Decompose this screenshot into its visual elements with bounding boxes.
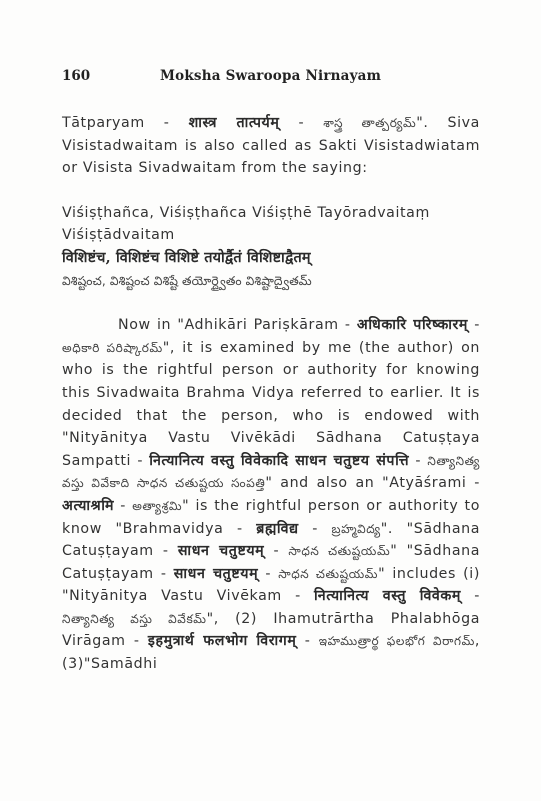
- devanagari-run: साधन चतुष्टयम्: [173, 565, 259, 582]
- text-run: " is the rightful person or authority to know "Brahmavidya -: [62, 497, 480, 537]
- text-run: -: [468, 317, 480, 334]
- text-run: ", (2) Ihamutrārtha Phalabhōga Virāgam -: [62, 610, 480, 650]
- devanagari-run: ब्रह्मविद्य: [256, 520, 299, 537]
- telugu-run: అధికారి పరిష్కారమ్: [62, 340, 163, 355]
- devanagari-run: अत्याश्रमि: [62, 497, 115, 514]
- text-run: " includes (i) "Nityānitya Vastu Vivēkam -: [62, 565, 480, 605]
- text-run: ". Siva Visistadwaitam is also called as Sakti Visistadwiatam or Visista Sivadwaitam from the saying:: [62, 115, 480, 177]
- spacer: [62, 292, 480, 314]
- verse-roman-line-1: Viśiṣṭhañca, Viśiṣṭhañca Viśiṣṭhē Tayōradvaitaṃ: [62, 204, 430, 221]
- running-header: [62, 68, 479, 88]
- text-run: -: [296, 633, 319, 650]
- paragraph-adhikari: [62, 314, 480, 676]
- text-run: -: [264, 543, 289, 560]
- text-run: -: [409, 452, 428, 469]
- text-run: -: [258, 565, 279, 582]
- page-number: 160: [62, 68, 91, 84]
- text-run: -: [114, 497, 133, 514]
- paragraph-tatparyam: [62, 112, 480, 180]
- text-run: ", it is examined by me (the author) on who is the rightful person or authority for knowing this Sivadwaita Brahma Vidya referred to earlier. It is decided that the person, who is endowed with "Nityānitya Vastu Vivēkādi Sādhana Catuṣṭaya Sampatti -: [62, 339, 480, 469]
- verse-roman-line-2: Viśiṣṭādvaitam: [62, 227, 175, 244]
- text-run: -: [461, 588, 480, 605]
- text-run: Tātparyam -: [62, 115, 189, 131]
- verse-devanagari: विशिष्टंच, विशिष्टंच विशिष्टे तयोर्द्वैतं विशिष्टाद्वैतम्: [62, 248, 311, 266]
- devanagari-run: इहमुत्रार्थ फलभोग विरागम्: [147, 633, 297, 650]
- text-run: Now in "Adhikāri Pariṣkāram -: [118, 317, 357, 334]
- devanagari-run: शास्त्र तात्पर्यम्: [188, 115, 280, 131]
- telugu-run: బ్రహ్మవిద్య: [331, 521, 381, 536]
- devanagari-run: अधिकारि परिष्कारम्: [356, 317, 469, 334]
- telugu-run: శాస్త్ర తాత్పర్యమ్: [323, 116, 417, 130]
- telugu-run: అత్యాశ్రమి: [132, 498, 183, 513]
- telugu-run: నిత్యానిత్య వస్తు వివేకాది సాధన చతుష్టయ సంపత్తి: [62, 453, 480, 491]
- text-run: , (3)"Samādhi: [62, 633, 480, 673]
- text-run: ". "Sādhana Catuṣṭayam -: [62, 520, 480, 560]
- text-run: -: [279, 115, 324, 131]
- devanagari-run: नित्यानित्य वस्तु विवेकादि साधन चतुष्टय संपत्ति: [149, 452, 410, 469]
- text-run: " and also an "Atyāśrami -: [265, 475, 480, 492]
- verse-telugu: విశిష్టంచ, విశిష్టంచ విశిష్టే తయోర్ద్వైతం విశిష్టాద్వైతమ్: [62, 273, 312, 288]
- verse-block: [62, 202, 480, 292]
- page-body: [62, 112, 480, 676]
- text-run: " "Sādhana Catuṣṭayam -: [62, 543, 480, 582]
- devanagari-run: साधन चतुष्टयम्: [177, 543, 265, 560]
- telugu-run: ఇహముత్రార్థ ఫలభోగ విరాగమ్: [318, 634, 475, 649]
- running-title: Moksha Swaroopa Nirnayam: [160, 68, 382, 84]
- telugu-run: సాధన చతుష్టయమ్: [278, 566, 379, 581]
- text-run: -: [298, 520, 332, 537]
- telugu-run: నిత్యానిత్య వస్తు వివేకమ్: [62, 611, 207, 626]
- telugu-run: సాధన చతుష్టయమ్: [288, 544, 391, 559]
- devanagari-run: नित्यानित्य वस्तु विवेकम्: [314, 588, 461, 605]
- spacer: [62, 180, 480, 202]
